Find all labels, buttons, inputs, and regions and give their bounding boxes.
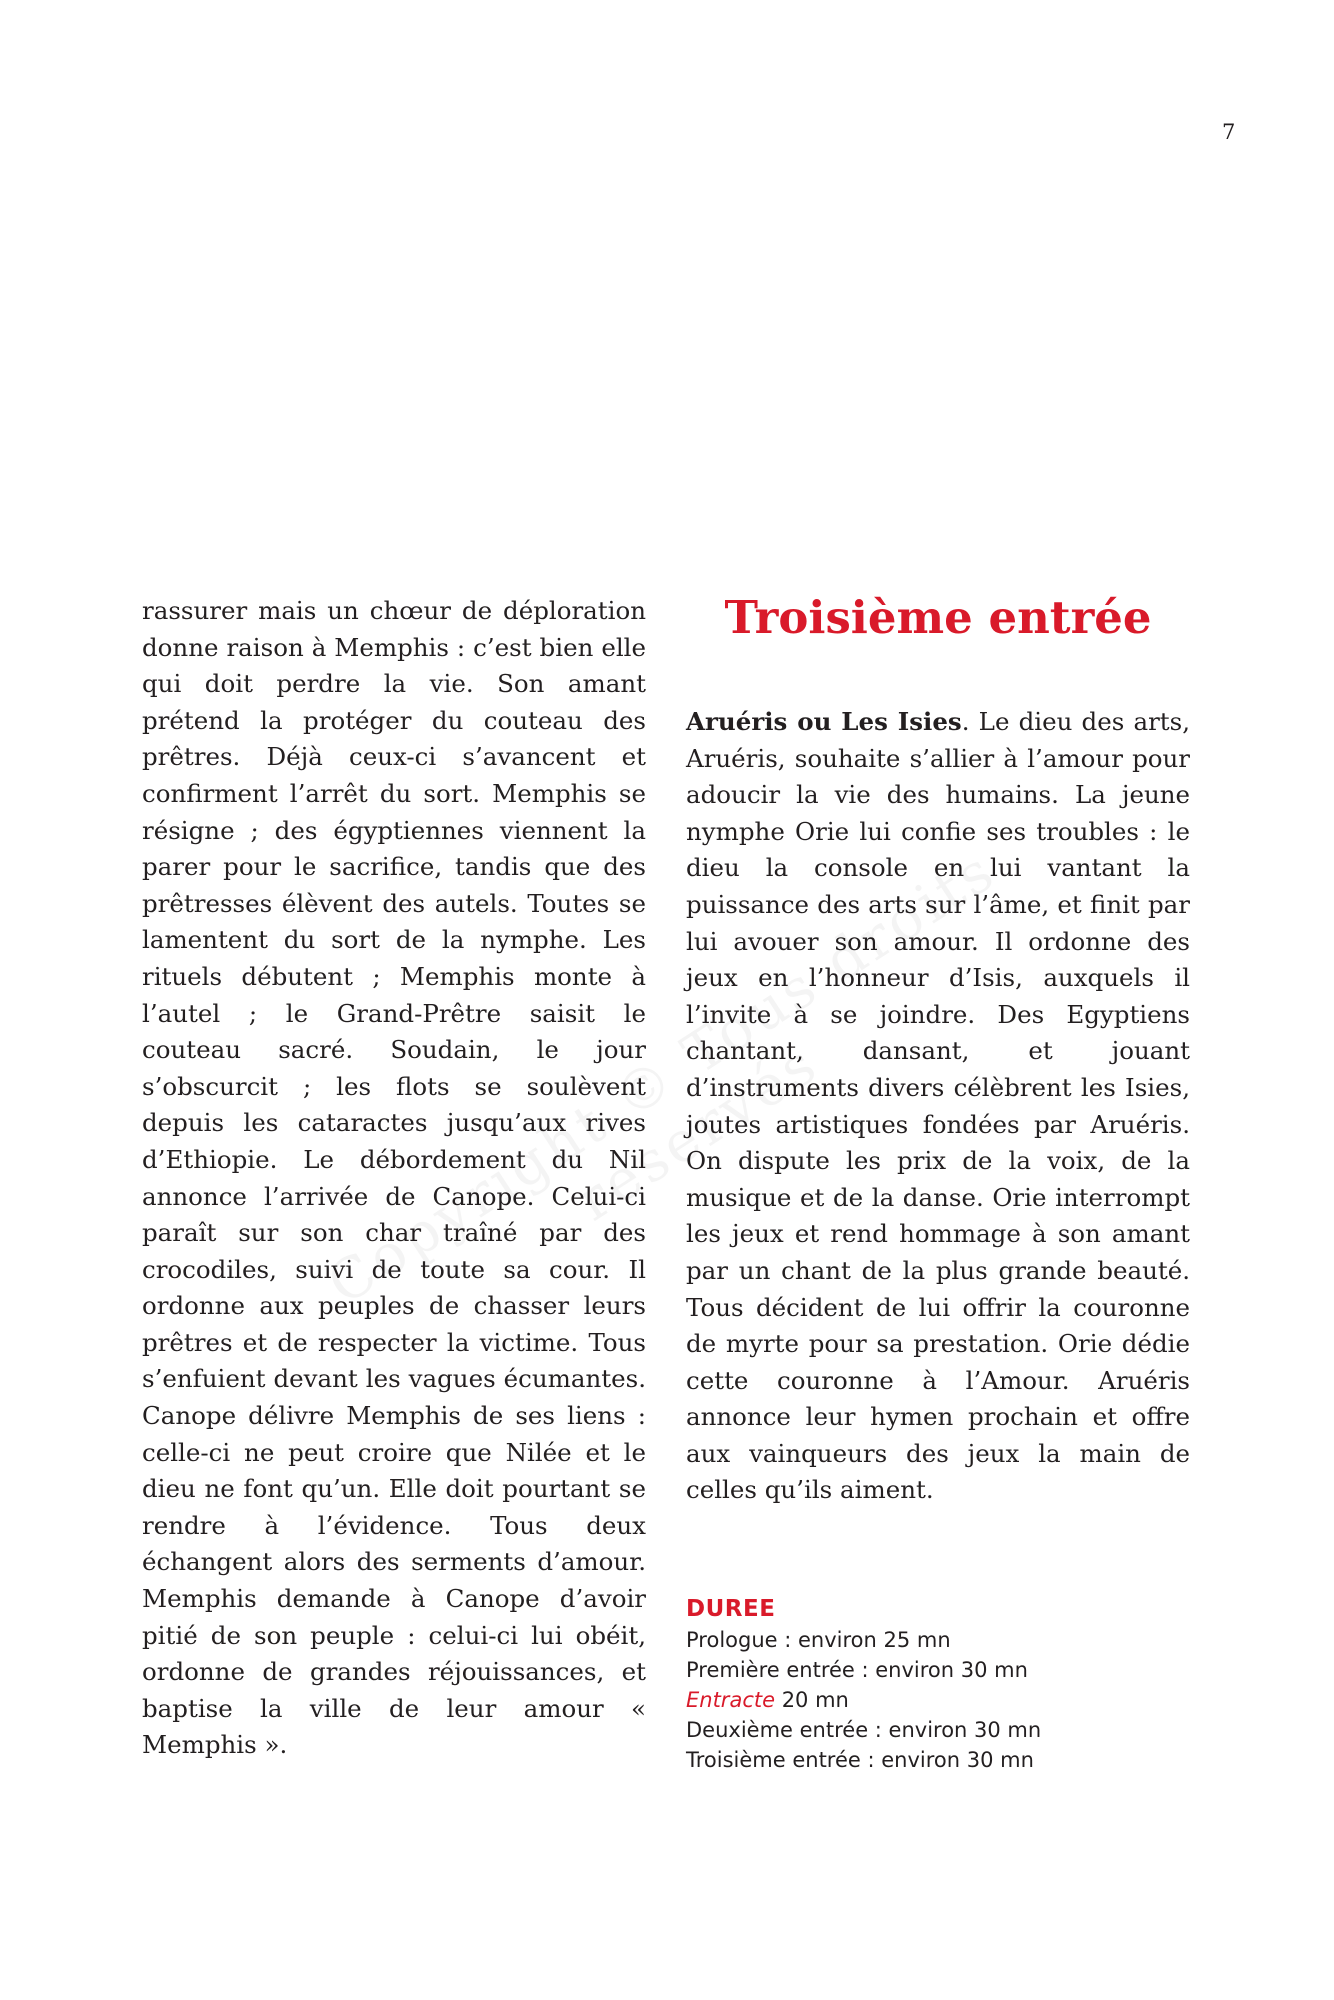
intermission-label: Entracte: [686, 1688, 776, 1712]
entry-text: . Le dieu des arts, Aruéris, souhaite s’allier à l’amour pour adoucir la vie des humains. La jeune nymphe Orie lui confie ses troubles : le dieu la console en lui vantant la puissance des arts sur l’âme, et finit par lui avouer son amour. Il ordonne des jeux en l’honneur d’Isis, auxquels il l’invite à se joindre. Des Egyptiens chantant, dansant, et jouant d’instruments divers célèbrent les Isies, joutes artistiques fondées par Aruéris. On dispute les prix de la voix, de la musique et de la danse. Orie interrompt les jeux et rend hommage à son amant par un chant de la plus grande beauté. Tous décident de lui offrir la couronne de myrte pour sa prestation. Orie dédie cette couronne à l’Amour. Aruéris annonce leur hymen prochain et offre aux vainqueurs des jeux la main de celles qu’ils aiment.: [686, 707, 1190, 1505]
synopsis-right-column: [686, 704, 1190, 1509]
page-number: 7: [1222, 120, 1236, 144]
intermission-value: 20 mn: [775, 1688, 849, 1712]
synopsis-paragraph: rassurer mais un chœur de déploration donne raison à Memphis : c’est bien elle qui doit perdre la vie. Son amant prétend la protéger du couteau des prêtres. Déjà ceux-ci s’avancent et confirment l’arrêt du sort. Memphis se résigne ; des égyptiennes viennent la parer pour le sacrifice, tandis que des prêtresses élèvent des autels. Toutes se lamentent du sort de la nymphe. Les rituels débutent ; Memphis monte à l’autel ; le Grand-Prêtre saisit le couteau sacré. Soudain, le jour s’obscurcit ; les flots se soulèvent depuis les cataractes jusqu’aux rives d’Ethiopie. Le débordement du Nil annonce l’arrivée de Canope. Celui-ci paraît sur son char traîné par des crocodiles, suivi de toute sa cour. Il ordonne aux peuples de chasser leurs prêtres et de respecter la victime. Tous s’enfuient devant les vagues écumantes. Canope délivre Memphis de ses liens : celle-ci ne peut croire que Nilée et le dieu ne font qu’un. Elle doit pourtant se rendre à l’évidence. Tous deux échangent alors des serments d’amour. Memphis demande à Canope d’avoir pitié de son peuple : celui-ci lui obéit, ordonne de grandes réjouissances, et baptise la ville de leur amour « Memphis ».: [142, 596, 646, 1760]
duration-third-entry: Troisième entrée : environ 30 mn: [686, 1748, 1034, 1772]
duration-second-entry: Deuxième entrée : environ 30 mn: [686, 1718, 1042, 1742]
synopsis-left-column: [142, 593, 646, 1764]
duration-prologue: Prologue : environ 25 mn: [686, 1628, 951, 1652]
duration-intermission: [686, 1685, 1190, 1715]
section-title: Troisième entrée: [724, 591, 1152, 644]
duration-title: DUREE: [686, 1596, 776, 1622]
synopsis-paragraph-right: [686, 704, 1190, 1509]
duration-block: [686, 1594, 1190, 1775]
entry-subtitle: Aruéris ou Les Isies: [686, 707, 962, 736]
duration-first-entry: Première entrée : environ 30 mn: [686, 1658, 1028, 1682]
